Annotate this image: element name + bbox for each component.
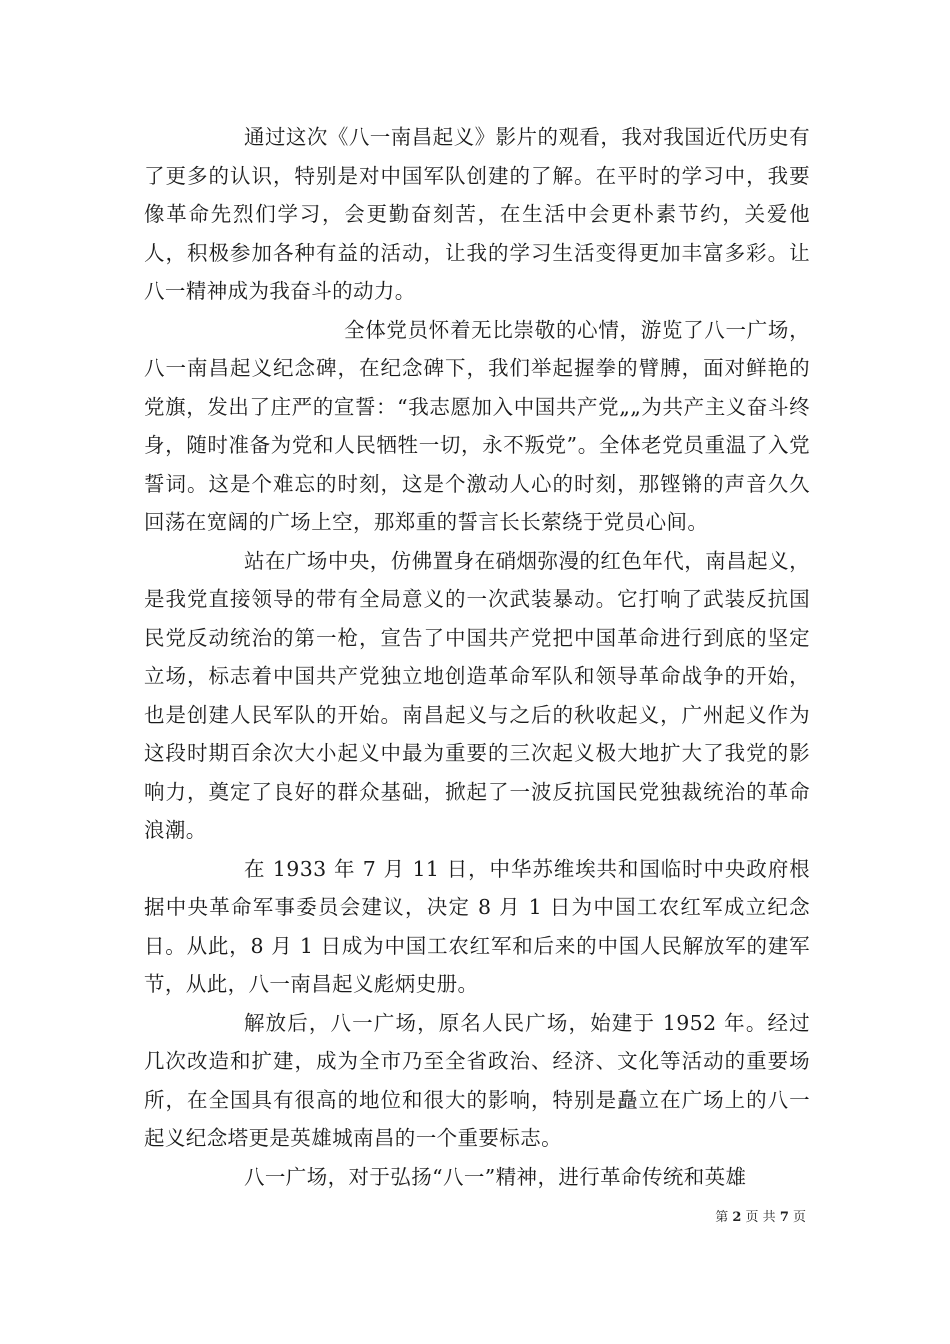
footer-current-page: 2 (732, 1210, 742, 1225)
paragraph-party-oath: 全体党员怀着无比崇敬的心情，游览了八一广场，八一南昌起义纪念碑，在纪念碑下，我们举起握拳的臂膊，面对鲜艳的党旗，发出了庄严的宣誓：“我志愿加入中国共产党„„为共产主义奋斗终身，随时准备为党和人民牺牲一切，永不叛党”。全体老党员重温了入党誓词。这是个难忘的时刻，这是个激动人心的时刻，那铿锵的声音久久回荡在宽阔的广场上空，那郑重的誓言长长萦绕于党员心间。 (144, 317, 810, 534)
page-number-footer (715, 1206, 806, 1225)
footer-middle: 页 共 (741, 1210, 780, 1225)
paragraph-army-day: 在 1933 年 7 月 11 日，中华苏维埃共和国临时中央政府根据中央革命军事委员会建议，决定 8 月 1 日为中国工农红军成立纪念日。从此，8 月 1 日成为中国工农红军和后来的中国人民解放军的建军节，从此，八一南昌起义彪炳史册。 (144, 856, 810, 996)
paragraph-bayi-spirit: 八一广场，对于弘扬“八一”精神，进行革命传统和英雄 (244, 1164, 747, 1189)
footer-prefix: 第 (715, 1210, 733, 1225)
paragraph-nanchang-uprising: 站在广场中央，仿佛置身在硝烟弥漫的红色年代，南昌起义，是我党直接领导的带有全局意义的一次武装暴动。它打响了武装反抗国民党反动统治的第一枪，宣告了中国共产党把中国革命进行到底的坚定立场，标志着中国共产党独立地创造革命军队和领导革命战争的开始，也是创建人民军队的开始。南昌起义与之后的秋收起义，广州起义作为这段时期百余次大小起义中最为重要的三次起义极大地扩大了我党的影响力，奠定了良好的群众基础，掀起了一波反抗国民党独裁统治的革命浪潮。 (144, 548, 810, 842)
footer-suffix: 页 (788, 1210, 806, 1225)
footer-total-pages: 7 (779, 1210, 789, 1225)
paragraph-bayi-square-history: 解放后，八一广场，原名人民广场，始建于 1952 年。经过几次改造和扩建，成为全市乃至全省政治、经济、文化等活动的重要场所，在全国具有很高的地位和很大的影响，特别是矗立在广场上的八一起义纪念塔更是英雄城南昌的一个重要标志。 (144, 1010, 810, 1150)
paragraph-film-reflection: 通过这次《八一南昌起义》影片的观看，我对我国近代历史有了更多的认识，特别是对中国军队创建的了解。在平时的学习中，我要像革命先烈们学习，会更勤奋刻苦，在生活中会更朴素节约，关爱他人，积极参加各种有益的活动，让我的学习生活变得更加丰富多彩。让八一精神成为我奋斗的动力。 (144, 125, 810, 303)
document-body (144, 118, 810, 1196)
